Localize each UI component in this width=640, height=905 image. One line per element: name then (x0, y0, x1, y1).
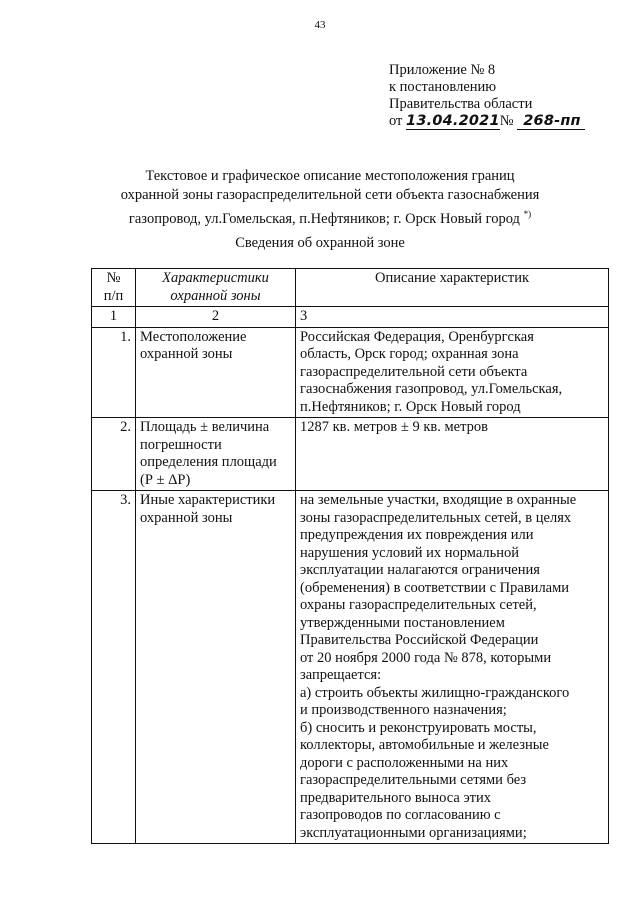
header-number: № п/п (92, 269, 136, 307)
row-description: Российская Федерация, Оренбургская область, Орск город; охранная зона газораспределительной сети объекта газоснабжения газопровод, ул.Гомельская, п.Нефтяников; г. Орск Новый город (296, 327, 609, 418)
row-number: 3. (92, 491, 136, 844)
appendix-block (389, 62, 585, 130)
handwritten-date: 13.04.2021 (406, 113, 500, 129)
row-number: 2. (92, 418, 136, 491)
heading-line-3 (60, 205, 600, 229)
row-characteristic: Местоположение охранной зоны (136, 327, 296, 418)
number-label: № (499, 113, 514, 129)
heading-line-3-text: газопровод, ул.Гомельская, п.Нефтяников; г. Орск Новый город (128, 210, 520, 227)
handwritten-number: 268-пп (517, 113, 585, 130)
column-number-row (92, 307, 609, 328)
appendix-title: Приложение № 8 (389, 62, 496, 78)
page-number: 43 (314, 19, 326, 31)
appendix-line-2: к постановлению (389, 79, 497, 95)
row-number: 1. (92, 327, 136, 418)
heading-line-2: охранной зоны газораспределительной сети объекта газоснабжения (120, 187, 540, 203)
row-description: 1287 кв. метров ± 9 кв. метров (296, 418, 609, 491)
appendix-line-3: Правительства области (389, 96, 533, 112)
header-characteristics: Характеристики охранной зоны (136, 269, 296, 307)
table-row (92, 327, 609, 418)
header-description: Описание характеристик (296, 269, 609, 307)
footnote-mark: *) (523, 209, 532, 219)
column-number-1: 1 (92, 307, 136, 328)
column-number-3: 3 (296, 307, 609, 328)
section-subheading: Сведения об охранной зоне (235, 235, 405, 251)
table-row (92, 418, 609, 491)
row-characteristic: Площадь ± величина погрешности определения площади (Р ± ΔР) (136, 418, 296, 491)
heading-line-1: Текстовое и графическое описание местоположения границ (145, 168, 515, 184)
row-description: на земельные участки, входящие в охранные зоны газораспределительных сетей, в целях предупреждения их повреждения или нарушения условий их нормальной эксплуатации налагаются ограничения (обременения) в соответствии с Правилами охраны газораспределительных сетей, утвержденными постановлением Правительства Российской Федерации от 20 ноября 2000 года № 878, которыми запрещается: а) строить объекты жилищно-гражданского и производственного назначения; б) сносить и реконструировать мосты, коллекторы, автомобильные и железные дороги с расположенными на них газораспределительными сетями без предварительного выноса этих газопроводов по согласованию с эксплуатационными организациями; (296, 491, 609, 844)
appendix-date-line (389, 113, 585, 130)
document-heading (60, 167, 600, 229)
column-number-2: 2 (136, 307, 296, 328)
protection-zone-table (91, 268, 609, 844)
from-label: от (389, 113, 403, 129)
table-header-row (92, 269, 609, 307)
row-characteristic: Иные характеристики охранной зоны (136, 491, 296, 844)
table-row (92, 491, 609, 844)
